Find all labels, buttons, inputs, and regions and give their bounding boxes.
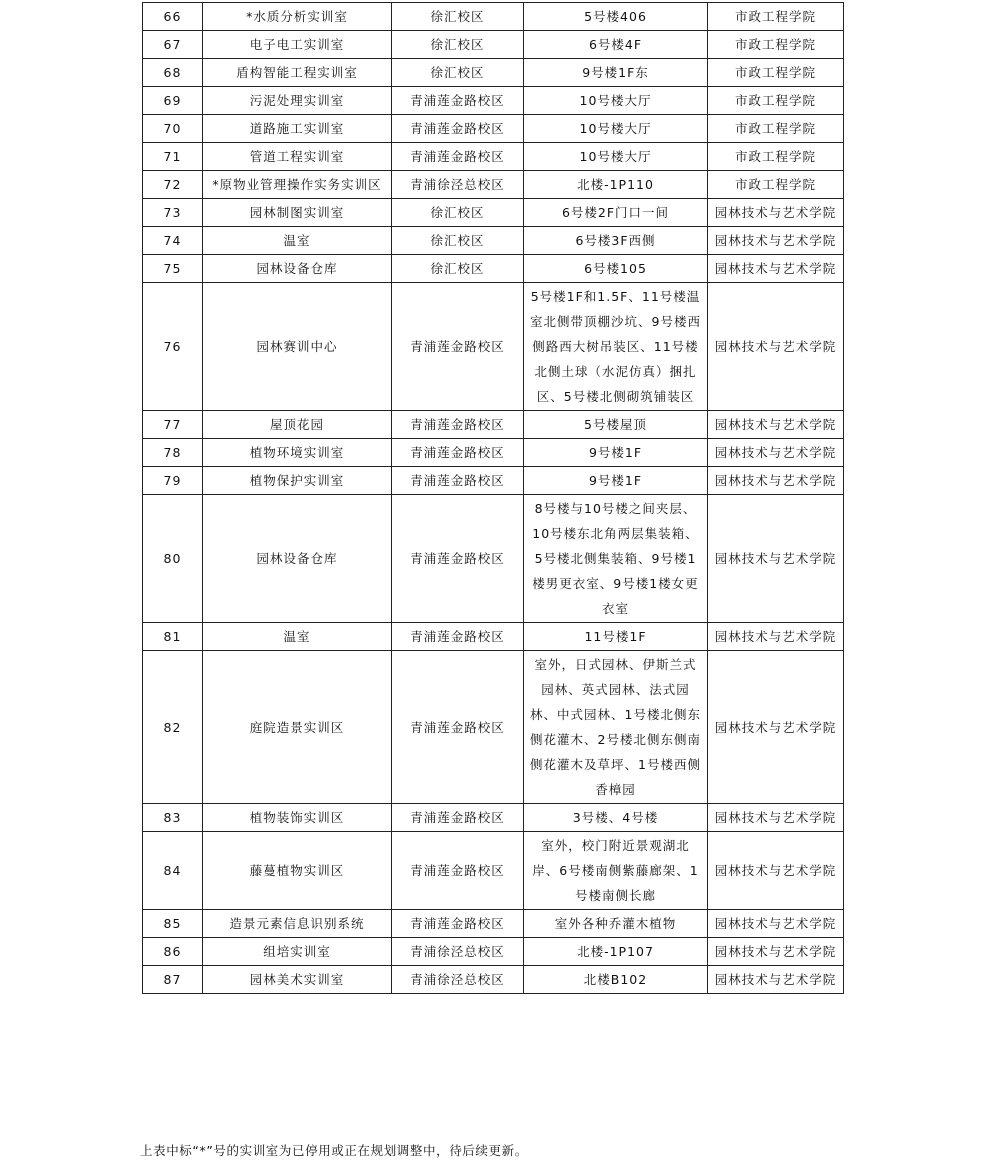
campus-cell: 青浦徐泾总校区 <box>392 171 524 199</box>
table-row <box>143 199 844 227</box>
room-name-cell: 屋顶花园 <box>203 411 392 439</box>
row-number-cell: 66 <box>143 3 203 31</box>
department-cell: 市政工程学院 <box>708 171 844 199</box>
row-number-cell: 68 <box>143 59 203 87</box>
room-name-cell: 组培实训室 <box>203 938 392 966</box>
department-cell: 园林技术与艺术学院 <box>708 495 844 623</box>
room-name-cell: 园林赛训中心 <box>203 283 392 411</box>
table-body <box>143 3 844 994</box>
campus-cell: 青浦莲金路校区 <box>392 439 524 467</box>
campus-cell: 徐汇校区 <box>392 31 524 59</box>
table-row <box>143 143 844 171</box>
campus-cell: 青浦莲金路校区 <box>392 87 524 115</box>
department-cell: 园林技术与艺术学院 <box>708 938 844 966</box>
department-cell: 园林技术与艺术学院 <box>708 411 844 439</box>
location-cell: 5号楼1F和1.5F、11号楼温室北侧带顶棚沙坑、9号楼西侧路西大树吊装区、11号楼北侧土球（水泥仿真）捆扎区、5号楼北侧砌筑铺装区 <box>524 283 708 411</box>
row-number-cell: 74 <box>143 227 203 255</box>
room-name-cell: 植物环境实训室 <box>203 439 392 467</box>
campus-cell: 青浦莲金路校区 <box>392 467 524 495</box>
campus-cell: 徐汇校区 <box>392 3 524 31</box>
location-cell: 11号楼1F <box>524 623 708 651</box>
department-cell: 市政工程学院 <box>708 31 844 59</box>
table-row <box>143 910 844 938</box>
campus-cell: 青浦莲金路校区 <box>392 283 524 411</box>
table-row <box>143 283 844 411</box>
department-cell: 市政工程学院 <box>708 59 844 87</box>
department-cell: 市政工程学院 <box>708 3 844 31</box>
room-name-cell: 道路施工实训室 <box>203 115 392 143</box>
location-cell: 6号楼3F西侧 <box>524 227 708 255</box>
room-name-cell: 温室 <box>203 623 392 651</box>
location-cell: 9号楼1F <box>524 467 708 495</box>
room-name-cell: 植物装饰实训区 <box>203 804 392 832</box>
campus-cell: 青浦莲金路校区 <box>392 623 524 651</box>
row-number-cell: 87 <box>143 966 203 994</box>
location-cell: 8号楼与10号楼之间夹层、10号楼东北角两层集装箱、5号楼北侧集装箱、9号楼1楼男更衣室、9号楼1楼女更衣室 <box>524 495 708 623</box>
department-cell: 园林技术与艺术学院 <box>708 832 844 910</box>
location-cell: 10号楼大厅 <box>524 143 708 171</box>
location-cell: 室外各种乔灌木植物 <box>524 910 708 938</box>
location-cell: 6号楼105 <box>524 255 708 283</box>
department-cell: 园林技术与艺术学院 <box>708 623 844 651</box>
location-cell: 室外，日式园林、伊斯兰式园林、英式园林、法式园林、中式园林、1号楼北侧东侧花灌木、2号楼北侧东侧南侧花灌木及草坪、1号楼西侧香樟园 <box>524 651 708 804</box>
table-row <box>143 832 844 910</box>
location-cell: 北楼B102 <box>524 966 708 994</box>
department-cell: 园林技术与艺术学院 <box>708 467 844 495</box>
table-row <box>143 411 844 439</box>
row-number-cell: 71 <box>143 143 203 171</box>
campus-cell: 青浦徐泾总校区 <box>392 938 524 966</box>
row-number-cell: 78 <box>143 439 203 467</box>
department-cell: 园林技术与艺术学院 <box>708 199 844 227</box>
department-cell: 园林技术与艺术学院 <box>708 966 844 994</box>
table-row <box>143 3 844 31</box>
training-room-table <box>142 2 844 994</box>
room-name-cell: 植物保护实训室 <box>203 467 392 495</box>
location-cell: 北楼-1P110 <box>524 171 708 199</box>
row-number-cell: 80 <box>143 495 203 623</box>
table-row <box>143 115 844 143</box>
location-cell: 室外，校门附近景观湖北岸、6号楼南侧紫藤廊架、1号楼南侧长廊 <box>524 832 708 910</box>
department-cell: 园林技术与艺术学院 <box>708 910 844 938</box>
location-cell: 9号楼1F <box>524 439 708 467</box>
department-cell: 园林技术与艺术学院 <box>708 255 844 283</box>
row-number-cell: 70 <box>143 115 203 143</box>
department-cell: 市政工程学院 <box>708 87 844 115</box>
location-cell: 6号楼4F <box>524 31 708 59</box>
table-row <box>143 255 844 283</box>
campus-cell: 徐汇校区 <box>392 227 524 255</box>
department-cell: 市政工程学院 <box>708 115 844 143</box>
table-row <box>143 87 844 115</box>
row-number-cell: 84 <box>143 832 203 910</box>
row-number-cell: 69 <box>143 87 203 115</box>
campus-cell: 青浦莲金路校区 <box>392 651 524 804</box>
row-number-cell: 77 <box>143 411 203 439</box>
table-row <box>143 467 844 495</box>
department-cell: 园林技术与艺术学院 <box>708 804 844 832</box>
campus-cell: 青浦莲金路校区 <box>392 411 524 439</box>
room-name-cell: 园林美术实训室 <box>203 966 392 994</box>
row-number-cell: 86 <box>143 938 203 966</box>
room-name-cell: 藤蔓植物实训区 <box>203 832 392 910</box>
row-number-cell: 73 <box>143 199 203 227</box>
campus-cell: 青浦莲金路校区 <box>392 495 524 623</box>
room-name-cell: *原物业管理操作实务实训区 <box>203 171 392 199</box>
table-row <box>143 938 844 966</box>
table-row <box>143 966 844 994</box>
location-cell: 6号楼2F门口一间 <box>524 199 708 227</box>
row-number-cell: 76 <box>143 283 203 411</box>
room-name-cell: 温室 <box>203 227 392 255</box>
row-number-cell: 82 <box>143 651 203 804</box>
room-name-cell: 造景元素信息识别系统 <box>203 910 392 938</box>
room-name-cell: 盾构智能工程实训室 <box>203 59 392 87</box>
table-row <box>143 623 844 651</box>
location-cell: 北楼-1P107 <box>524 938 708 966</box>
location-cell: 10号楼大厅 <box>524 115 708 143</box>
campus-cell: 徐汇校区 <box>392 199 524 227</box>
campus-cell: 青浦莲金路校区 <box>392 832 524 910</box>
campus-cell: 青浦莲金路校区 <box>392 143 524 171</box>
table-row <box>143 59 844 87</box>
room-name-cell: 管道工程实训室 <box>203 143 392 171</box>
room-name-cell: 污泥处理实训室 <box>203 87 392 115</box>
row-number-cell: 83 <box>143 804 203 832</box>
department-cell: 市政工程学院 <box>708 143 844 171</box>
room-name-cell: 园林设备仓库 <box>203 255 392 283</box>
table-row <box>143 804 844 832</box>
location-cell: 5号楼406 <box>524 3 708 31</box>
table-row <box>143 171 844 199</box>
row-number-cell: 81 <box>143 623 203 651</box>
table-row <box>143 439 844 467</box>
campus-cell: 青浦莲金路校区 <box>392 910 524 938</box>
location-cell: 5号楼屋顶 <box>524 411 708 439</box>
campus-cell: 青浦徐泾总校区 <box>392 966 524 994</box>
row-number-cell: 72 <box>143 171 203 199</box>
location-cell: 10号楼大厅 <box>524 87 708 115</box>
location-cell: 9号楼1F东 <box>524 59 708 87</box>
row-number-cell: 85 <box>143 910 203 938</box>
room-name-cell: 电子电工实训室 <box>203 31 392 59</box>
department-cell: 园林技术与艺术学院 <box>708 283 844 411</box>
location-cell: 3号楼、4号楼 <box>524 804 708 832</box>
table-row <box>143 31 844 59</box>
campus-cell: 青浦莲金路校区 <box>392 115 524 143</box>
department-cell: 园林技术与艺术学院 <box>708 651 844 804</box>
department-cell: 园林技术与艺术学院 <box>708 227 844 255</box>
room-name-cell: *水质分析实训室 <box>203 3 392 31</box>
table-row <box>143 227 844 255</box>
table-footnote: 上表中标“*”号的实训室为已停用或正在规划调整中，待后续更新。 <box>140 1143 528 1158</box>
table-row <box>143 651 844 804</box>
room-name-cell: 园林设备仓库 <box>203 495 392 623</box>
table-row <box>143 495 844 623</box>
campus-cell: 徐汇校区 <box>392 59 524 87</box>
room-name-cell: 园林制图实训室 <box>203 199 392 227</box>
room-name-cell: 庭院造景实训区 <box>203 651 392 804</box>
department-cell: 园林技术与艺术学院 <box>708 439 844 467</box>
row-number-cell: 67 <box>143 31 203 59</box>
row-number-cell: 79 <box>143 467 203 495</box>
campus-cell: 徐汇校区 <box>392 255 524 283</box>
campus-cell: 青浦莲金路校区 <box>392 804 524 832</box>
row-number-cell: 75 <box>143 255 203 283</box>
